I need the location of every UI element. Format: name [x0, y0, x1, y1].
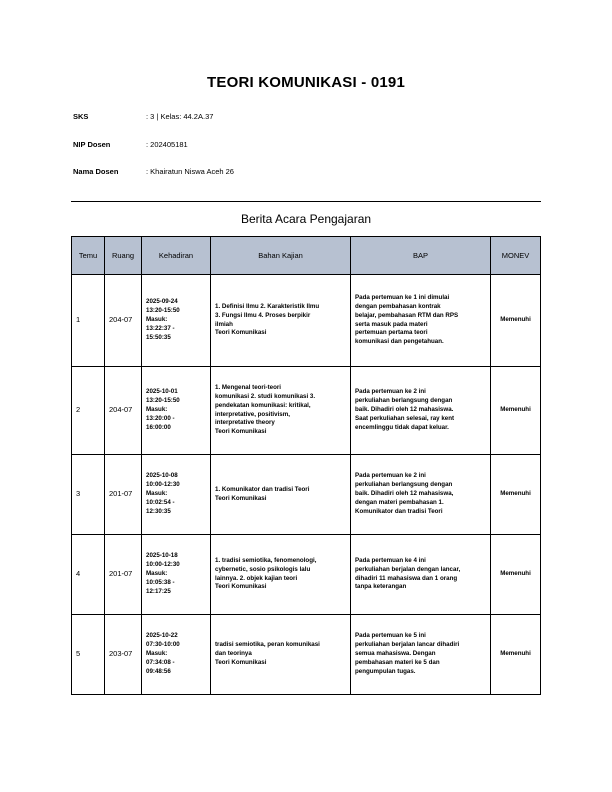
cell-line: Pada pertemuan ke 1 ini dimulai: [355, 293, 450, 301]
cell-line: 1. tradisi semiotika, fenomenologi,: [215, 556, 317, 564]
meta-label: Nama Dosen: [73, 167, 119, 176]
cell-line: encemlinggu tidak dapat keluar.: [355, 423, 449, 431]
meta-label: SKS: [73, 112, 89, 121]
meta-label: NIP Dosen: [73, 140, 111, 149]
cell-kehadiran: [142, 367, 211, 455]
header-kehadiran: Kehadiran: [142, 237, 211, 275]
cell-line: lainnya. 2. objek kajian teori: [215, 574, 298, 582]
cell-bahan-kajian: [211, 615, 351, 695]
cell-line: 07:34:08 -: [146, 658, 175, 666]
cell-line: 12:30:35: [146, 507, 171, 515]
cell-line: dan teorinya: [215, 650, 252, 657]
cell-bap: [351, 367, 491, 455]
cell-line: Pada pertemuan ke 4 ini: [355, 556, 426, 564]
cell-line: perkuliahan berlangsung dengan: [355, 481, 453, 489]
cell-line: dengan materi pembahasan 1.: [355, 498, 444, 506]
cell-ruang: 203-07: [105, 615, 142, 695]
cell-ruang: 201-07: [105, 455, 142, 535]
cell-line: Teori Komunikasi: [215, 428, 267, 436]
cell-line: Teori Komunikasi: [215, 658, 267, 666]
cell-line: 15:50:35: [146, 333, 171, 341]
cell-bahan-kajian: [211, 367, 351, 455]
cell-line: Pada pertemuan ke 2 ini: [355, 472, 426, 480]
section-divider: [71, 201, 541, 202]
table-row: [72, 535, 541, 615]
cell-monev: Memenuhi: [491, 275, 541, 367]
cell-monev: Memenuhi: [491, 367, 541, 455]
cell-line: tradisi semiotika, peran komunikasi: [215, 641, 320, 649]
cell-line: Masuk:: [146, 316, 168, 323]
cell-line: 13:20:00 -: [146, 414, 175, 422]
cell-temu: 1: [72, 275, 105, 367]
cell-line: serta masuk pada materi: [355, 320, 428, 328]
cell-line: cybernetic, sosio psikologis lalu: [215, 565, 311, 573]
cell-bap: [351, 455, 491, 535]
cell-line: Teori Komunikasi: [215, 494, 267, 502]
cell-line: 10:05:38 -: [146, 578, 175, 586]
cell-temu: 3: [72, 455, 105, 535]
cell-temu: 5: [72, 615, 105, 695]
section-title: Berita Acara Pengajaran: [240, 212, 372, 226]
cell-line: 10:00-12:30: [146, 561, 180, 569]
cell-line: 16:00:00: [146, 423, 171, 431]
cell-line: 10:02:54 -: [146, 498, 175, 506]
cell-temu: 2: [72, 367, 105, 455]
cell-line: tanpa keterangan: [355, 583, 407, 591]
cell-line: 2025-10-22: [146, 632, 178, 640]
cell-kehadiran: [142, 275, 211, 367]
cell-line: Saat perkuliahan selesai, ray kent: [355, 414, 455, 422]
cell-bahan-kajian: [211, 275, 351, 367]
header-bap: BAP: [351, 237, 491, 275]
cell-line: Pada pertemuan ke 5 ini: [355, 632, 426, 640]
cell-line: belajar, pembahasan RTM dan RPS: [355, 311, 459, 319]
cell-line: Teori Komunikasi: [215, 329, 267, 337]
cell-line: 2025-10-08: [146, 472, 178, 480]
cell-bap: [351, 615, 491, 695]
cell-kehadiran: [142, 535, 211, 615]
cell-line: komunikasi 2. studi komunikasi 3.: [215, 392, 316, 400]
cell-monev: Memenuhi: [491, 455, 541, 535]
table-row: [72, 275, 541, 367]
cell-line: 10:00-12:30: [146, 481, 180, 489]
cell-ruang: 204-07: [105, 275, 142, 367]
table-row: [72, 615, 541, 695]
cell-kehadiran: [142, 455, 211, 535]
cell-line: perkuliahan berjalan dengan lancar,: [355, 565, 461, 573]
cell-ruang: 201-07: [105, 535, 142, 615]
cell-ruang: 204-07: [105, 367, 142, 455]
meta-value: : 3 | Kelas: 44.2A.37: [146, 112, 214, 121]
cell-line: 09:48:56: [146, 667, 171, 675]
cell-line: pembahasan materi ke 5 dan: [355, 658, 440, 666]
cell-temu: 4: [72, 535, 105, 615]
cell-line: 13:22:37 -: [146, 324, 175, 332]
cell-line: pengumpulan tugas.: [355, 667, 416, 675]
cell-line: 3. Fungsi Ilmu 4. Proses berpikir: [215, 311, 311, 319]
cell-line: 1. Definisi Ilmu 2. Karakteristik Ilmu: [215, 302, 320, 310]
cell-line: perkuliahan berlangsung dengan: [355, 397, 453, 405]
cell-line: 12:17:25: [146, 587, 171, 595]
cell-line: semua mahasiswa. Dengan: [355, 650, 436, 657]
table-body: [72, 275, 541, 695]
table-row: [72, 367, 541, 455]
cell-bahan-kajian: [211, 535, 351, 615]
cell-line: Teori Komunikasi: [215, 583, 267, 591]
cell-line: dihadiri 11 mahasiswa dan 1 orang: [355, 574, 458, 582]
cell-line: 2025-10-01: [146, 388, 178, 396]
header-monev: MONEV: [491, 237, 541, 275]
table-header-row: [72, 237, 541, 275]
cell-bap: [351, 535, 491, 615]
cell-line: 1. Mengenal teori-teori: [215, 383, 282, 391]
cell-line: interpretative theory: [215, 419, 275, 427]
cell-line: ilmiah: [215, 320, 233, 328]
cell-monev: Memenuhi: [491, 535, 541, 615]
cell-bahan-kajian: [211, 455, 351, 535]
cell-line: 13:20-15:50: [146, 307, 180, 315]
cell-line: baik. Dihadiri oleh 12 mahasiswa.: [355, 406, 454, 413]
header-temu: Temu: [72, 237, 105, 275]
cell-line: Masuk:: [146, 570, 168, 577]
cell-line: interpretative, positivism,: [215, 410, 290, 418]
cell-line: 2025-10-18: [146, 552, 178, 560]
cell-line: Pada pertemuan ke 2 ini: [355, 388, 426, 396]
meta-value: : Khairatun Niswa Aceh 26: [146, 167, 234, 176]
bap-table: [71, 236, 541, 695]
document-title: TEORI KOMUNIKASI - 0191: [207, 74, 405, 91]
table-row: [72, 455, 541, 535]
cell-bap: [351, 275, 491, 367]
cell-line: Komunikator dan tradisi Teori: [355, 507, 443, 515]
cell-line: pendekatan komunikasi: kritikal,: [215, 401, 311, 409]
cell-line: Masuk:: [146, 490, 168, 497]
cell-monev: Memenuhi: [491, 615, 541, 695]
header-bahan-kajian: Bahan Kajian: [211, 237, 351, 275]
cell-line: komunikasi dan pengetahuan.: [355, 338, 444, 346]
cell-line: 2025-09-24: [146, 298, 178, 306]
cell-line: baik. Dihadiri oleh 12 mahasiswa,: [355, 490, 454, 497]
cell-line: dengan pembahasan kontrak: [355, 302, 441, 310]
cell-line: 07:30-10:00: [146, 641, 180, 649]
cell-line: pertemuan pertama teori: [355, 329, 428, 337]
cell-line: 13:20-15:50: [146, 397, 180, 405]
cell-line: Masuk:: [146, 650, 168, 657]
cell-line: 1. Komunikator dan tradisi Teori: [215, 485, 310, 493]
cell-line: perkuliahan berjalan lancar dihadiri: [355, 641, 460, 649]
meta-value: : 202405181: [146, 140, 188, 149]
header-ruang: Ruang: [105, 237, 142, 275]
cell-line: Masuk:: [146, 406, 168, 413]
cell-kehadiran: [142, 615, 211, 695]
